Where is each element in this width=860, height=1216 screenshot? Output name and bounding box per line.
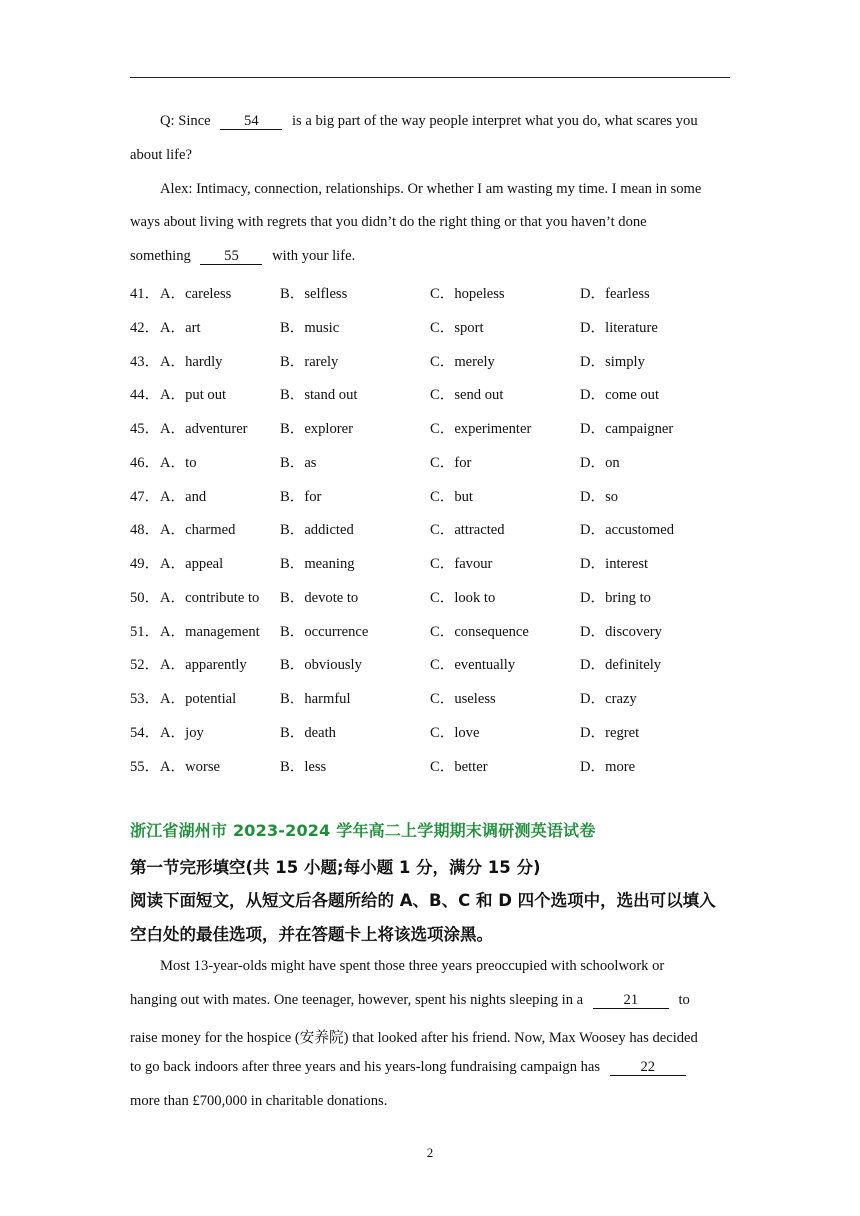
option-b: B．rarely	[280, 353, 339, 370]
question-number: 53．	[130, 691, 160, 707]
option-a: A．worse	[160, 758, 220, 775]
question-number: 54．	[130, 724, 160, 741]
question-number: 44．	[130, 387, 160, 404]
section-heading: 第一节完形填空(共 15 小题;每小题 1 分，满分 15 分)	[130, 858, 541, 877]
option-a: A．to	[160, 454, 197, 471]
option-c: C．for	[430, 454, 472, 471]
option-a: A．art	[160, 319, 201, 336]
passage1-line5	[130, 248, 355, 265]
passage2-line4	[130, 1059, 692, 1076]
question-number: 45．	[130, 421, 160, 437]
option-d: D．discovery	[580, 623, 662, 640]
option-d: D．fearless	[580, 286, 650, 302]
option-c: C．merely	[430, 353, 495, 370]
option-d: D．more	[580, 758, 636, 775]
option-b: B．music	[280, 319, 340, 336]
question-number: 50．	[130, 589, 160, 606]
blank-21: 21	[593, 992, 669, 1009]
option-c: C．love	[430, 724, 480, 741]
passage2-line5: more than £700,000 in charitable donations.	[130, 1093, 388, 1109]
question-number: 48．	[130, 522, 160, 539]
text: hanging out with mates. One teenager, however, spent his nights sleeping in a	[130, 992, 584, 1008]
blank-55: 55	[200, 248, 262, 265]
option-b: B．obviously	[280, 657, 362, 674]
text: to go back indoors after three years and his years-long fundraising campaign has	[130, 1059, 601, 1075]
text: Q: Since	[160, 113, 211, 129]
option-b: B．death	[280, 724, 336, 741]
option-d: D．interest	[580, 556, 649, 572]
option-a: A．potential	[160, 691, 237, 707]
option-c: C．consequence	[430, 623, 529, 640]
option-d: D．definitely	[580, 657, 662, 674]
passage1-line3: Alex: Intimacy, connection, relationships. Or whether I am wasting my time. I mean in some	[160, 181, 702, 197]
question-number: 51．	[130, 623, 160, 640]
option-a: A．charmed	[160, 522, 236, 539]
instruction-line1: 阅读下面短文，从短文后各题所给的 A、B、C 和 D 四个选项中，选出可以填入	[130, 891, 716, 910]
option-a: A．careless	[160, 286, 232, 302]
option-d: D．bring to	[580, 589, 651, 606]
option-b: B．stand out	[280, 387, 358, 404]
option-d: D．campaigner	[580, 421, 674, 437]
option-a: A．adventurer	[160, 421, 248, 437]
question-number: 47．	[130, 488, 160, 505]
option-c: C．send out	[430, 387, 504, 404]
question-number: 43．	[130, 353, 160, 370]
option-a: A．joy	[160, 724, 204, 741]
text: something	[130, 248, 191, 264]
question-number: 46．	[130, 454, 160, 471]
option-d: D．accustomed	[580, 522, 675, 539]
text: to	[678, 992, 690, 1008]
question-number: 55．	[130, 758, 160, 775]
blank-22: 22	[610, 1059, 686, 1076]
option-c: C．favour	[430, 556, 493, 572]
text: with your life.	[272, 248, 356, 264]
option-d: D．come out	[580, 387, 660, 404]
passage1-line1	[160, 113, 698, 130]
passage2-line2	[130, 992, 690, 1009]
option-a: A．contribute to	[160, 589, 260, 606]
option-b: B．meaning	[280, 556, 355, 572]
option-a: A．put out	[160, 387, 227, 404]
passage2-line1: Most 13-year-olds might have spent those three years preoccupied with schoolwork or	[160, 958, 665, 974]
question-number: 52．	[130, 657, 160, 674]
blank-54: 54	[220, 113, 282, 130]
exam-title: 浙江省湖州市 2023-2024 学年高二上学期期末调研测英语试卷	[130, 821, 596, 840]
option-c: C．look to	[430, 589, 496, 606]
option-c: C．better	[430, 758, 488, 775]
option-b: B．explorer	[280, 421, 353, 437]
option-a: A．and	[160, 488, 207, 505]
option-d: D．literature	[580, 319, 658, 336]
option-b: B．as	[280, 454, 317, 471]
option-c: C．experimenter	[430, 421, 532, 437]
option-c: C．hopeless	[430, 286, 505, 302]
option-b: B．for	[280, 488, 322, 505]
option-d: D．simply	[580, 353, 645, 370]
option-b: B．harmful	[280, 691, 351, 707]
option-d: D．crazy	[580, 691, 637, 707]
option-d: D．so	[580, 488, 619, 505]
option-a: A．hardly	[160, 353, 223, 370]
option-c: C．useless	[430, 691, 496, 707]
option-d: D．on	[580, 454, 620, 471]
page-number: 2	[426, 1145, 434, 1160]
passage1-line4: ways about living with regrets that you didn’t do the right thing or that you haven’t done	[130, 214, 647, 230]
option-c: C．eventually	[430, 657, 516, 674]
option-d: D．regret	[580, 724, 640, 741]
option-b: B．selfless	[280, 286, 348, 302]
option-a: A．management	[160, 623, 260, 640]
option-c: C．but	[430, 488, 473, 505]
passage1-line2: about life?	[130, 147, 192, 163]
option-b: B．less	[280, 758, 327, 775]
question-number: 49．	[130, 556, 160, 572]
option-b: B．addicted	[280, 522, 354, 539]
question-number: 42．	[130, 319, 160, 336]
option-b: B．devote to	[280, 589, 359, 606]
option-a: A．apparently	[160, 657, 247, 674]
option-c: C．sport	[430, 319, 484, 336]
question-number: 41．	[130, 286, 160, 302]
passage2-line3: raise money for the hospice (安养院) that looked after his friend. Now, Max Woosey has decided	[130, 1030, 698, 1046]
header-rule	[130, 77, 730, 78]
text: is a big part of the way people interpret what you do, what scares you	[291, 113, 698, 129]
option-a: A．appeal	[160, 556, 224, 572]
option-c: C．attracted	[430, 522, 505, 539]
instruction-line2: 空白处的最佳选项，并在答题卡上将该选项涂黑。	[130, 925, 493, 944]
option-b: B．occurrence	[280, 623, 369, 640]
